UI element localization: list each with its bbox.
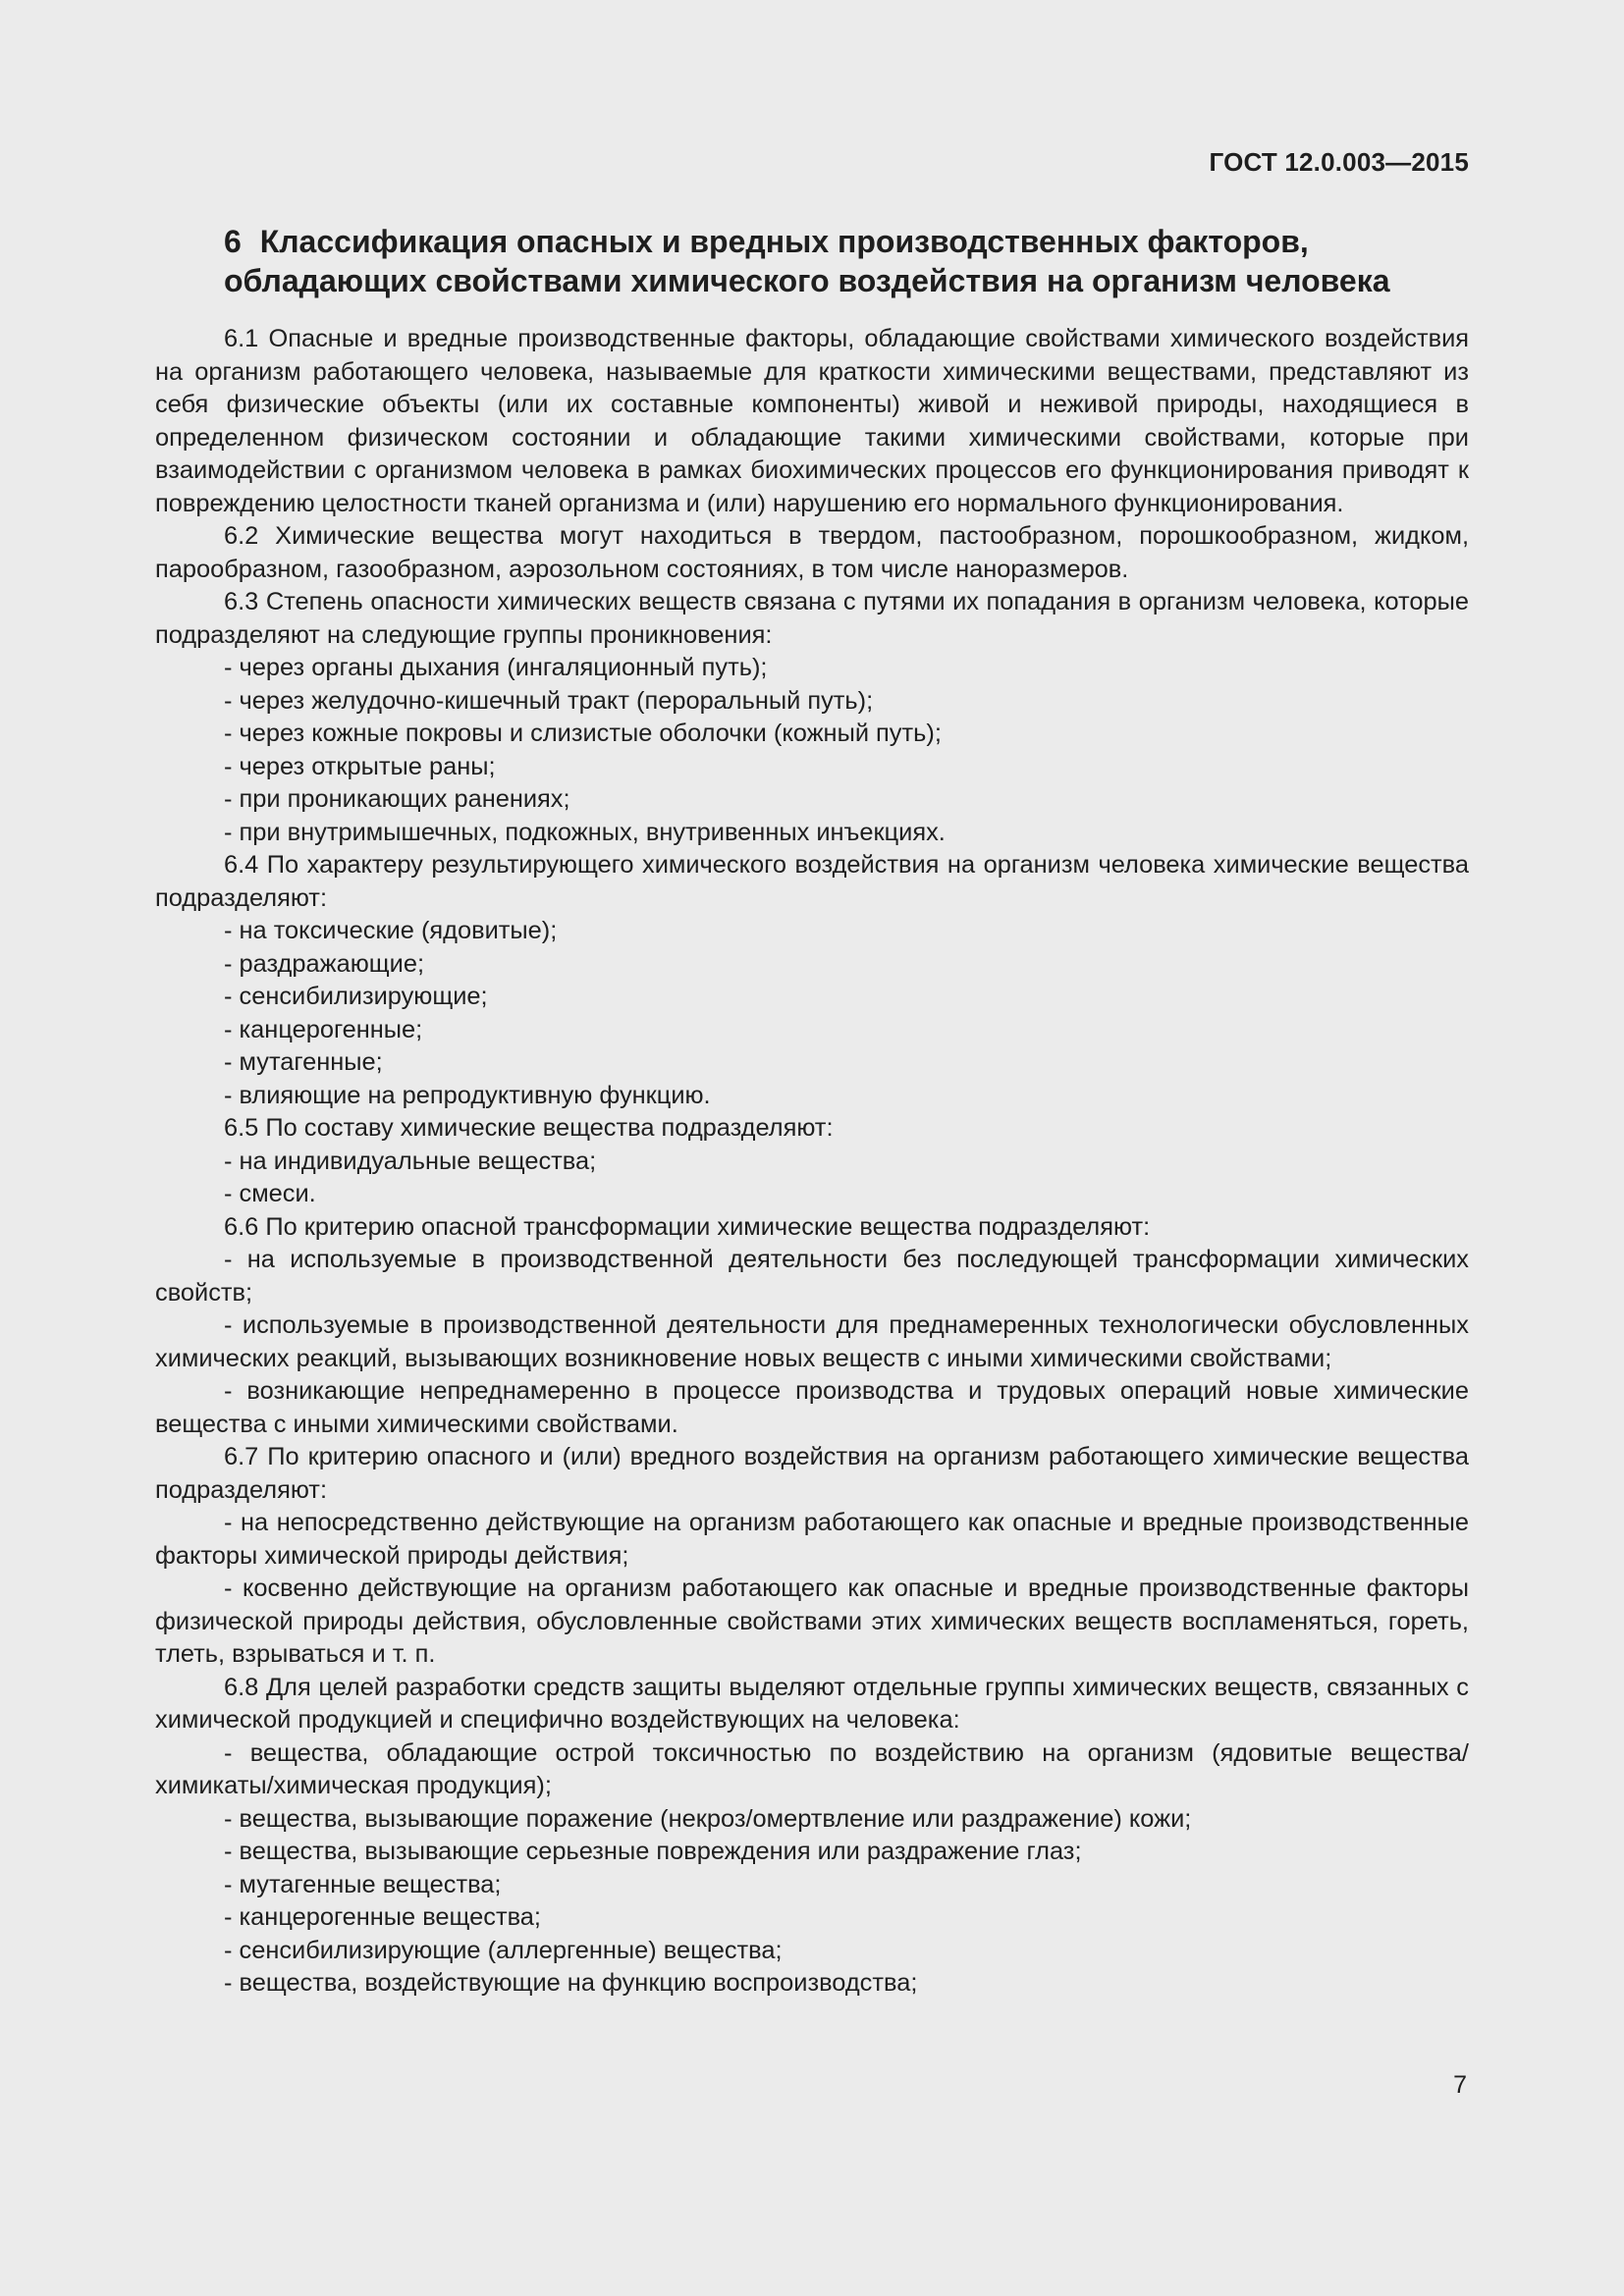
list-item: - вещества, вызывающие серьезные повреждения или раздражение глаз; (224, 1838, 1082, 1865)
section-title-line-1 (224, 222, 1481, 261)
list-item: - вещества, вызывающие поражение (некроз/омертвление или раздражение) кожи; (224, 1804, 1192, 1833)
paragraph: 6.8 Для целей разработки средств защиты выделяют отдельные группы химических веществ, связанных с химической продукцией и специфично воздействующих на человека: (155, 1673, 1469, 1734)
list-item: - через открытые раны; (224, 752, 496, 780)
list-item: - вещества, обладающие острой токсичностью по воздействию на организм (ядовитые вещества/химикаты/химическая продукция); (155, 1738, 1469, 1799)
list-item: - при внутримышечных, подкожных, внутривенных инъекциях. (224, 818, 946, 846)
list-item: - канцерогенные вещества; (224, 1903, 541, 1931)
list-item: - мутагенные; (224, 1048, 383, 1076)
list-item: - при проникающих ранениях; (224, 785, 570, 813)
list-item: - на индивидуальные вещества; (224, 1147, 597, 1175)
list-item: - через кожные покровы и слизистые оболочки (кожный путь); (224, 720, 942, 747)
list-item: - на непосредственно действующие на организм работающего как опасные и вредные производственные факторы химической природы действия; (155, 1509, 1469, 1570)
section-number: 6 (224, 224, 242, 259)
section-title-text-1: Классификация опасных и вредных производственных факторов, (259, 224, 1309, 259)
list-item: - на используемые в производственной деятельности без последующей трансформации химических свойств; (155, 1246, 1469, 1307)
page-number: 7 (1453, 2071, 1467, 2099)
document-code: ГОСТ 12.0.003—2015 (1209, 147, 1469, 177)
list-item: - канцерогенные; (224, 1015, 423, 1043)
list-item: - используемые в производственной деятельности для преднамеренных технологически обусловленных химических реакций, вызывающих возникновение новых веществ с иными химическими свойствами; (155, 1311, 1469, 1372)
paragraph: 6.3 Степень опасности химических веществ связана с путями их попадания в организм человека, которые подразделяют на следующие группы проникновения: (155, 588, 1469, 649)
list-item: - на токсические (ядовитые); (224, 917, 558, 944)
paragraph: 6.5 По составу химические вещества подразделяют: (224, 1114, 834, 1142)
list-item: - возникающие непреднамеренно в процессе производства и трудовых операций новые химические вещества с иными химическими свойствами. (155, 1377, 1469, 1438)
section-title (224, 222, 1481, 300)
list-item: - влияющие на репродуктивную функцию. (224, 1081, 711, 1109)
list-item: - раздражающие; (224, 949, 425, 978)
list-item: - вещества, воздействующие на функцию воспроизводства; (224, 1969, 918, 1997)
paragraph: 6.4 По характеру результирующего химического воздействия на организм человека химические вещества подразделяют: (155, 851, 1469, 912)
list-item: - смеси. (224, 1180, 316, 1207)
section-title-line-2: обладающих свойствами химического воздействия на организм человека (224, 263, 1390, 298)
body-text (155, 323, 1469, 2001)
list-item: - сенсибилизирующие; (224, 983, 488, 1010)
paragraph: 6.6 По критерию опасной трансформации химические вещества подразделяют: (224, 1212, 1151, 1241)
list-item: - мутагенные вещества; (224, 1870, 502, 1898)
paragraph: 6.2 Химические вещества могут находиться в твердом, пастообразном, порошкообразном, жидком, парообразном, газообразном, аэрозольном состояниях, в том числе наноразмеров. (155, 522, 1469, 583)
paragraph: 6.7 По критерию опасного и (или) вредного воздействия на организм работающего химические вещества подразделяют: (155, 1443, 1469, 1504)
paragraph: 6.1 Опасные и вредные производственные факторы, обладающие свойствами химического воздействия на организм работающего человека, называемые для краткости химическими веществами, представляют из себя физические объекты (или их составные компоненты) живой и неживой природы, находящиеся в определенном физическом состоянии и обладающие такими химическими свойствами, которые при взаимодействии с организмом человека в рамках биохимических процессов его функционирования приводят к повреждению целостности тканей организма и (или) нарушению его нормального функционирования. (155, 325, 1469, 517)
list-item: - через желудочно-кишечный тракт (пероральный путь); (224, 686, 874, 715)
list-item: - сенсибилизирующие (аллергенные) вещества; (224, 1936, 783, 1964)
list-item: - через органы дыхания (ингаляционный путь); (224, 654, 768, 681)
list-item: - косвенно действующие на организм работающего как опасные и вредные производственные факторы физической природы действия, обусловленные свойствами этих химических веществ воспламеняться, гореть, тлеть, взрываться и т. п. (155, 1575, 1469, 1668)
